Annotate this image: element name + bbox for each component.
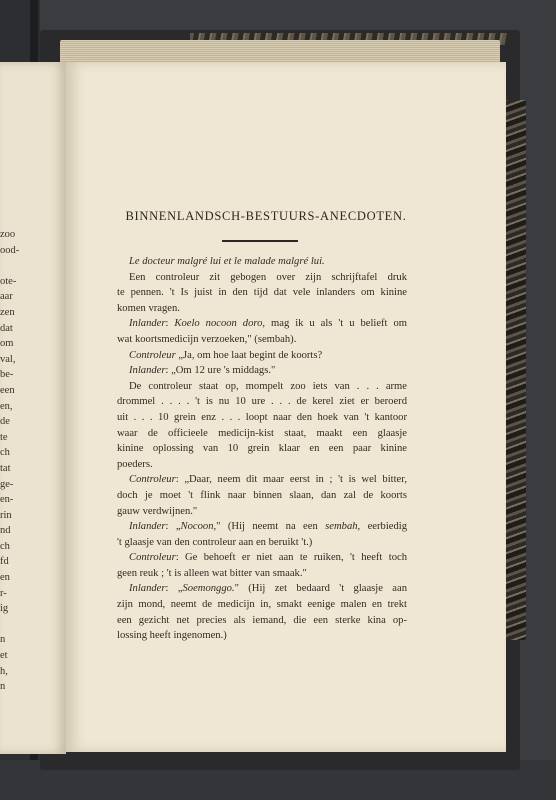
left-fragment: ge- — [0, 478, 14, 490]
text-line — [117, 410, 407, 426]
left-fragment: be- — [0, 369, 14, 381]
text-line — [117, 550, 407, 566]
left-fragment: een — [0, 384, 15, 396]
text-line — [117, 441, 407, 457]
text-line — [117, 472, 407, 488]
text-run: „Ja, om hoe laat begint de koorts? — [175, 349, 323, 361]
text-line — [117, 504, 407, 520]
left-fragment: en — [0, 572, 10, 584]
text-run: : „Daar, neem dit maar eerst in ; 't is wel bitter, — [175, 474, 407, 486]
left-fragment: ig — [0, 603, 9, 615]
text-run: 't glaasje van den controleur aan en beruikt 't.) — [117, 536, 313, 548]
text-run: komen vragen. — [117, 302, 180, 314]
left-fragment: nd — [0, 525, 11, 537]
text-run: lossing heeft ingenomen.) — [117, 630, 227, 642]
text-run: te pennen. 't Is juist in den tijd dat vele inlanders om kinine — [117, 287, 407, 299]
anecdote-body — [117, 254, 407, 644]
text-run: gauw verdwijnen." — [117, 505, 198, 517]
italic-text: Inlander — [129, 365, 166, 377]
left-fragment: te — [0, 431, 8, 443]
text-run: eerbiedig — [360, 521, 408, 533]
text-line — [117, 426, 407, 442]
left-fragment: aar — [0, 291, 13, 303]
italic-text: Controleur — [129, 349, 176, 361]
text-line — [117, 332, 407, 348]
text-run: Een controleur zit gebogen over zijn schrijftafel druk — [129, 271, 407, 283]
text-run: poeders. — [117, 458, 153, 470]
text-run: geen reuk ; 't is alleen wat bitter van smaak." — [117, 567, 307, 579]
left-fragment: val, — [0, 353, 16, 365]
text-line — [117, 254, 407, 270]
left-fragment: et — [0, 650, 8, 662]
text-run: waar de officieele medicijn-kist staat, maakt een glaasje — [117, 427, 407, 439]
text-line — [117, 597, 407, 613]
text-line — [117, 519, 407, 535]
text-line — [117, 581, 407, 597]
left-fragment: ood- — [0, 244, 20, 256]
left-fragment: n — [0, 634, 6, 646]
left-fragment: dat — [0, 322, 13, 334]
text-run: doch je moet 't flink naar binnen slaan, dan zal de koorts — [117, 489, 407, 501]
italic-text: Controleur — [129, 474, 176, 486]
text-run: De controleur staat op, mompelt zoo iets van . . . arme — [129, 380, 407, 392]
title-rule — [222, 240, 298, 242]
left-fragment: de — [0, 416, 10, 428]
italic-text: Inlander — [129, 318, 166, 330]
text-run: " (Hij zet bedaard 't glaasje aan — [234, 583, 407, 595]
left-fragment: en- — [0, 494, 14, 506]
text-line — [117, 628, 407, 644]
text-line — [117, 379, 407, 395]
text-line — [117, 535, 407, 551]
italic-text: Inlander — [129, 521, 166, 533]
text-run: " (Hij neemt na een — [216, 521, 326, 533]
page-title: BINNENLANDSCH-BESTUURS-ANECDOTEN. — [125, 209, 407, 223]
left-fragment: rin — [0, 509, 12, 521]
italic-text: Inlander — [129, 583, 166, 595]
left-fragment: zen — [0, 306, 15, 318]
italic-text: Nocoon, — [180, 521, 217, 533]
left-page — [0, 62, 66, 754]
left-fragment: tat — [0, 462, 11, 474]
text-line — [117, 301, 407, 317]
text-line — [117, 270, 407, 286]
left-fragment: om — [0, 338, 14, 350]
text-run: een gezicht net precies als iemand, die een sterke kina op- — [117, 614, 407, 626]
text-run: : — [165, 318, 175, 330]
text-run: kinine oplossing van 10 grein klaar en een paar kinine — [117, 443, 407, 455]
text-run: uit . . . 10 grein enz . . . loopt naar den hoek van 't kantoor — [117, 411, 407, 423]
text-run: wat koortsmedicijn verzoeken," (sembah). — [117, 333, 297, 345]
text-run: : „Om 12 ure 's middags." — [165, 365, 276, 377]
text-run: : „ — [165, 583, 183, 595]
text-line — [117, 488, 407, 504]
text-line — [117, 348, 407, 364]
left-fragment: ote- — [0, 275, 17, 287]
text-line — [117, 316, 407, 332]
left-fragment: ch — [0, 540, 10, 552]
left-fragment: n — [0, 681, 6, 693]
italic-text: Koelo nocoon doro, — [174, 318, 266, 330]
left-fragment: h, — [0, 665, 8, 677]
left-fragment: en, — [0, 400, 13, 412]
text-line — [117, 566, 407, 582]
text-run: zijn mond, neemt de medicijn in, smakt eenige malen en trekt — [117, 599, 407, 611]
left-fragment: fd — [0, 556, 9, 568]
left-fragment: zoo — [0, 229, 16, 240]
text-line — [117, 394, 407, 410]
text-run: : Ge behoeft er niet aan te ruiken, 't heeft toch — [175, 552, 407, 564]
left-fragment — [0, 258, 16, 274]
text-run: drommel . . . . 't is nu 10 ure . . . de kerel ziet er beroerd — [117, 396, 407, 408]
left-fragment: r- — [0, 587, 7, 599]
text-run: mag ik u als 't u belieft om — [265, 318, 407, 330]
italic-text: Controleur — [129, 552, 176, 564]
text-line — [117, 613, 407, 629]
italic-text: sembah, — [325, 521, 361, 533]
text-line — [117, 285, 407, 301]
text-run: : „ — [165, 521, 181, 533]
italic-text: Soemonggo. — [182, 583, 235, 595]
left-fragment: ch — [0, 447, 10, 459]
text-line — [117, 363, 407, 379]
left-page-text-fragments — [0, 227, 20, 695]
left-fragment — [0, 617, 16, 633]
text-line — [117, 457, 407, 473]
italic-text: Le docteur malgré lui et le malade malgré lui. — [129, 256, 325, 267]
